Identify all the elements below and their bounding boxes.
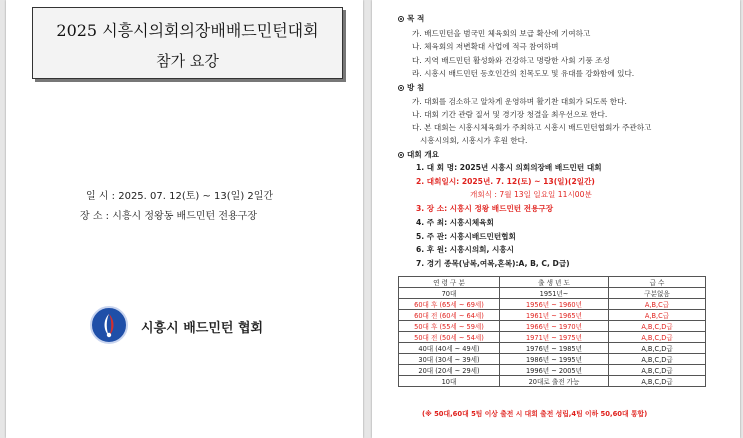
policy-item: 나. 대회 기간 관람 질서 및 경기장 청결을 최우선으로 한다.: [412, 110, 608, 119]
table-cell: 70대: [399, 288, 500, 299]
overview-item-name: 1. 대 회 명: 2025년 시흥시 의회의장배 배드민턴 대회: [416, 163, 602, 172]
table-cell: A,B,C,D급: [609, 365, 706, 376]
table-cell: A,B,C,D급: [609, 321, 706, 332]
age-group-table: [398, 276, 706, 387]
table-header: 연 령 구 분: [399, 277, 500, 288]
table-cell: A,B,C,D급: [609, 354, 706, 365]
table-cell: A,B,C급: [609, 310, 706, 321]
table-header-row: [399, 277, 706, 288]
cover-page: [6, 0, 363, 438]
table-cell: 1971년 ~ 1975년: [500, 332, 609, 343]
policy-item: 시흥시의회, 시흥시가 후원 한다.: [420, 136, 528, 145]
table-cell: A,B,C,D급: [609, 376, 706, 387]
table-cell: 30대 (30세 ~ 39세): [399, 354, 500, 365]
table-cell: A,B,C,D급: [609, 343, 706, 354]
table-cell: 50대 후 (55세 ~ 59세): [399, 321, 500, 332]
table-row: [399, 321, 706, 332]
table-row: [399, 310, 706, 321]
table-cell: A,B,C,D급: [609, 332, 706, 343]
table-row: [399, 299, 706, 310]
bullet-icon: [398, 16, 404, 22]
purpose-item: 가. 배드민턴을 범국민 체육회의 보급 확산에 기여하고: [412, 29, 591, 38]
table-cell: 1996년 ~ 2005년: [500, 365, 609, 376]
overview-item-organizer: 5. 주 관: 시흥시배드민턴협회: [416, 232, 516, 241]
table-row: [399, 354, 706, 365]
table-header: 출 생 년 도: [500, 277, 609, 288]
purpose-item: 다. 지역 배드민턴 활성화와 건강하고 명랑한 사회 기풍 조성: [412, 56, 610, 65]
table-header: 급 수: [609, 277, 706, 288]
table-cell: 1956년 ~ 1960년: [500, 299, 609, 310]
bullet-icon: [398, 152, 404, 158]
table-cell: 40대 (40세 ~ 49세): [399, 343, 500, 354]
table-cell: 1951년~: [500, 288, 609, 299]
overview-item-events: 7. 경기 종목(남복,여복,혼복):A, B, C, D급): [416, 259, 570, 268]
tournament-subtitle: 참가 요강: [156, 52, 219, 70]
title-box: [32, 7, 343, 79]
venue-line: 장 소 : 시흥시 정왕동 배드민턴 전용구장: [80, 211, 258, 222]
table-cell: 1976년 ~ 1985년: [500, 343, 609, 354]
bullet-icon: [398, 85, 404, 91]
association-logo-icon: [90, 306, 128, 344]
overview-item-sponsor: 6. 후 원: 시흥시의회, 시흥시: [416, 245, 515, 254]
date-line: 일 시 : 2025. 07. 12(토) ~ 13(일) 2일간: [86, 191, 274, 202]
purpose-item: 나. 체육회의 저변확대 사업에 적극 참여하며: [412, 42, 559, 51]
table-cell: 60대 후 (65세 ~ 69세): [399, 299, 500, 310]
table-cell: 1986년 ~ 1995년: [500, 354, 609, 365]
overview-heading: 대회 개요: [398, 151, 439, 159]
table-cell: 50대 전 (50세 ~ 54세): [399, 332, 500, 343]
table-row: [399, 365, 706, 376]
table-cell: 60대 전 (60세 ~ 64세): [399, 310, 500, 321]
association-name: 시흥시 배드민턴 협회: [141, 321, 264, 336]
table-cell: 20대 (20세 ~ 29세): [399, 365, 500, 376]
overview-item-ceremony: 개회식 : 7월 13일 일요일 11시00분: [470, 190, 592, 199]
overview-item-host: 4. 주 최: 시흥시체육회: [416, 218, 494, 227]
table-cell: 10대: [399, 376, 500, 387]
table-row: [399, 332, 706, 343]
table-footnote: (※ 50대,60대 5팀 이상 출전 시 대회 출전 성립,4팀 이하 50,60대 통합): [422, 410, 648, 418]
table-row: [399, 288, 706, 299]
policy-heading: 방 침: [398, 84, 424, 92]
table-row: [399, 343, 706, 354]
purpose-item: 라. 시흥시 배드민턴 동호인간의 친목도모 및 유대를 강화함에 있다.: [412, 69, 635, 78]
tournament-title: 2025 시흥시의회의장배배드민턴대회: [56, 21, 319, 40]
overview-item-venue: 3. 장 소: 시흥시 정왕 배드민턴 전용구장: [416, 204, 554, 213]
table-cell: A,B,C급: [609, 299, 706, 310]
table-cell: 1966년 ~ 1970년: [500, 321, 609, 332]
table-cell: 구분없음: [609, 288, 706, 299]
overview-item-date: 2. 대회일시: 2025년. 7. 12(토) ~ 13(일)(2일간): [416, 177, 595, 186]
table-cell: 20대로 출전 가능: [500, 376, 609, 387]
table-cell: 1961년 ~ 1965년: [500, 310, 609, 321]
policy-item: 다. 본 대회는 시흥시체육회가 주최하고 시흥시 배드민턴협회가 주관하고: [412, 123, 652, 132]
guidelines-page: [372, 0, 740, 438]
purpose-heading: 목 적: [398, 15, 424, 23]
table-row: [399, 376, 706, 387]
policy-item: 가. 대회를 검소하고 알차게 운영하며 활기찬 대회가 되도록 한다.: [412, 97, 627, 106]
